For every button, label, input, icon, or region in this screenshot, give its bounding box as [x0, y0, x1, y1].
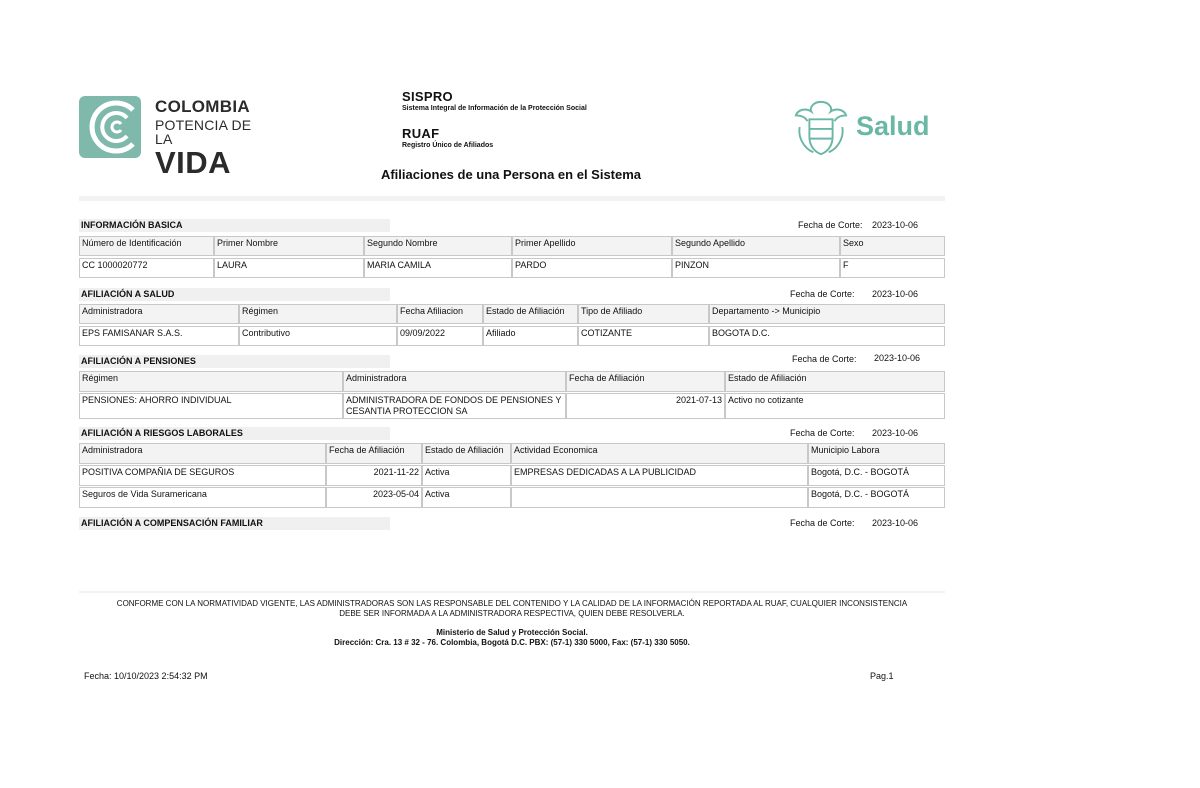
sispro-title: SISPRO [402, 89, 453, 104]
pensiones-cell-estado: Activo no cotizante [725, 393, 945, 419]
riesgos-header-administradora: Administradora [79, 443, 326, 464]
pensiones-header-regimen: Régimen [79, 371, 343, 392]
section-title-basic: INFORMACIÓN BASICA [79, 219, 390, 232]
riesgos-row2-actividad [511, 487, 808, 508]
colombia-potencia-de-la-vida-logo [79, 96, 259, 180]
footer-divider [79, 591, 945, 593]
sispro-ruaf-header [402, 89, 587, 149]
pensiones-fecha-corte-label: Fecha de Corte: [792, 354, 857, 364]
footer-disclaimer-line1: CONFORME CON LA NORMATIVIDAD VIGENTE, LAS ADMINISTRADORAS SON LAS RESPONSABLE DEL CONTENIDO Y LA CALIDAD DE LA INFORMACIÓN REPORTADA AL RUAF, CUALQUIER INCONSISTENCIA [116, 599, 908, 608]
pensiones-cell-regimen: PENSIONES: AHORRO INDIVIDUAL [79, 393, 343, 419]
basic-header-primer-apellido: Primer Apellido [512, 236, 672, 256]
salud-cell-tipo-afiliado: COTIZANTE [578, 326, 709, 346]
basic-fecha-corte-label: Fecha de Corte: [798, 220, 863, 230]
riesgos-row1-actividad: EMPRESAS DEDICADAS A LA PUBLICIDAD [511, 465, 808, 486]
ministry-address: Dirección: Cra. 13 # 32 - 76. Colombia, Bogotá D.C. PBX: (57-1) 330 5000, Fax: (57-1) 330 5050. [334, 638, 690, 647]
riesgos-row1-municipio: Bogotá, D.C. - BOGOTÁ [808, 465, 945, 486]
basic-cell-segundo-nombre: MARIA CAMILA [364, 258, 512, 278]
salud-header-fecha-afiliacion: Fecha Afiliacion [397, 304, 483, 324]
page-number: Pag.1 [870, 671, 894, 681]
riesgos-fecha-corte-value: 2023-10-06 [872, 428, 919, 438]
basic-header-segundo-nombre: Segundo Nombre [364, 236, 512, 256]
basic-header-identificacion: Número de Identificación [79, 236, 214, 256]
logo-line-potencia: POTENCIA DE LA [155, 117, 252, 147]
colombia-logo-mark-icon [79, 96, 141, 158]
compensacion-fecha-corte-label: Fecha de Corte: [790, 518, 855, 528]
riesgos-header-estado: Estado de Afiliación [422, 443, 511, 464]
ruaf-title: RUAF [402, 126, 440, 141]
logo-line-vida: VIDA [155, 145, 232, 180]
salud-header-administradora: Administradora [79, 304, 239, 324]
footer-disclaimer-line2: DEBE SER INFORMADA A LA ADMINISTRADORA RESPECTIVA, QUIEN DEBE RESOLVERLA. [339, 609, 685, 618]
pensiones-cell-fecha: 2021-07-13 [566, 393, 725, 419]
colombia-logo-text [155, 96, 259, 178]
logo-line-colombia: COLOMBIA [155, 97, 250, 116]
ruaf-subtitle: Registro Único de Afiliados [402, 142, 494, 149]
basic-cell-primer-apellido: PARDO [512, 258, 672, 278]
pensiones-header-estado: Estado de Afiliación [725, 371, 945, 392]
salud-header-departamento: Departamento -> Municipio [709, 304, 945, 324]
sispro-subtitle: Sistema Integral de Información de la Protección Social [402, 105, 587, 112]
basic-cell-segundo-apellido: PINZON [672, 258, 840, 278]
pensiones-header-fecha: Fecha de Afiliación [566, 371, 725, 392]
report-title: Afiliaciones de una Persona en el Sistema [380, 167, 642, 182]
pensiones-fecha-corte-value: 2023-10-06 [874, 353, 921, 363]
footer-ministry [79, 628, 945, 648]
pensiones-cell-administradora: ADMINISTRADORA DE FONDOS DE PENSIONES Y CESANTIA PROTECCION SA [343, 393, 566, 419]
basic-header-segundo-apellido: Segundo Apellido [672, 236, 840, 256]
riesgos-header-fecha: Fecha de Afiliación [326, 443, 422, 464]
salud-logo-text: Salud [856, 111, 930, 141]
riesgos-row2-administradora: Seguros de Vida Suramericana [79, 487, 326, 508]
section-title-pensiones: AFILIACIÓN A PENSIONES [79, 355, 390, 368]
section-title-riesgos: AFILIACIÓN A RIESGOS LABORALES [79, 427, 390, 440]
section-title-compensacion: AFILIACIÓN A COMPENSACIÓN FAMILIAR [79, 517, 390, 530]
salud-fecha-corte-value: 2023-10-06 [872, 289, 919, 299]
print-date: Fecha: 10/10/2023 2:54:32 PM [84, 671, 208, 681]
salud-cell-administradora: EPS FAMISANAR S.A.S. [79, 326, 239, 346]
riesgos-row2-fecha: 2023-05-04 [326, 487, 422, 508]
title-divider [79, 196, 945, 201]
coat-of-arms-icon [792, 97, 850, 159]
salud-header-tipo-afiliado: Tipo de Afiliado [578, 304, 709, 324]
salud-cell-departamento: BOGOTA D.C. [709, 326, 945, 346]
section-title-salud: AFILIACIÓN A SALUD [79, 288, 390, 301]
riesgos-header-actividad: Actividad Economica [511, 443, 808, 464]
salud-logo [792, 97, 937, 159]
footer-disclaimer [79, 599, 945, 619]
salud-cell-estado: Afiliado [483, 326, 578, 346]
basic-cell-identificacion: CC 1000020772 [79, 258, 214, 278]
compensacion-fecha-corte-value: 2023-10-06 [872, 518, 919, 528]
salud-header-estado: Estado de Afiliación [483, 304, 578, 324]
ministry-name: Ministerio de Salud y Protección Social. [436, 628, 588, 637]
riesgos-row2-estado: Activa [422, 487, 511, 508]
riesgos-fecha-corte-label: Fecha de Corte: [790, 428, 855, 438]
riesgos-row1-fecha: 2021-11-22 [326, 465, 422, 486]
riesgos-header-municipio: Municipio Labora [808, 443, 945, 464]
salud-header-regimen: Régimen [239, 304, 397, 324]
riesgos-row1-administradora: POSITIVA COMPAÑIA DE SEGUROS [79, 465, 326, 486]
riesgos-row2-municipio: Bogotá, D.C. - BOGOTÁ [808, 487, 945, 508]
basic-cell-primer-nombre: LAURA [214, 258, 364, 278]
riesgos-row1-estado: Activa [422, 465, 511, 486]
pensiones-header-administradora: Administradora [343, 371, 566, 392]
basic-cell-sexo: F [840, 258, 945, 278]
salud-cell-regimen: Contributivo [239, 326, 397, 346]
basic-header-sexo: Sexo [840, 236, 945, 256]
basic-header-primer-nombre: Primer Nombre [214, 236, 364, 256]
salud-fecha-corte-label: Fecha de Corte: [790, 289, 855, 299]
salud-cell-fecha-afiliacion: 09/09/2022 [397, 326, 483, 346]
basic-fecha-corte-value: 2023-10-06 [872, 220, 919, 230]
